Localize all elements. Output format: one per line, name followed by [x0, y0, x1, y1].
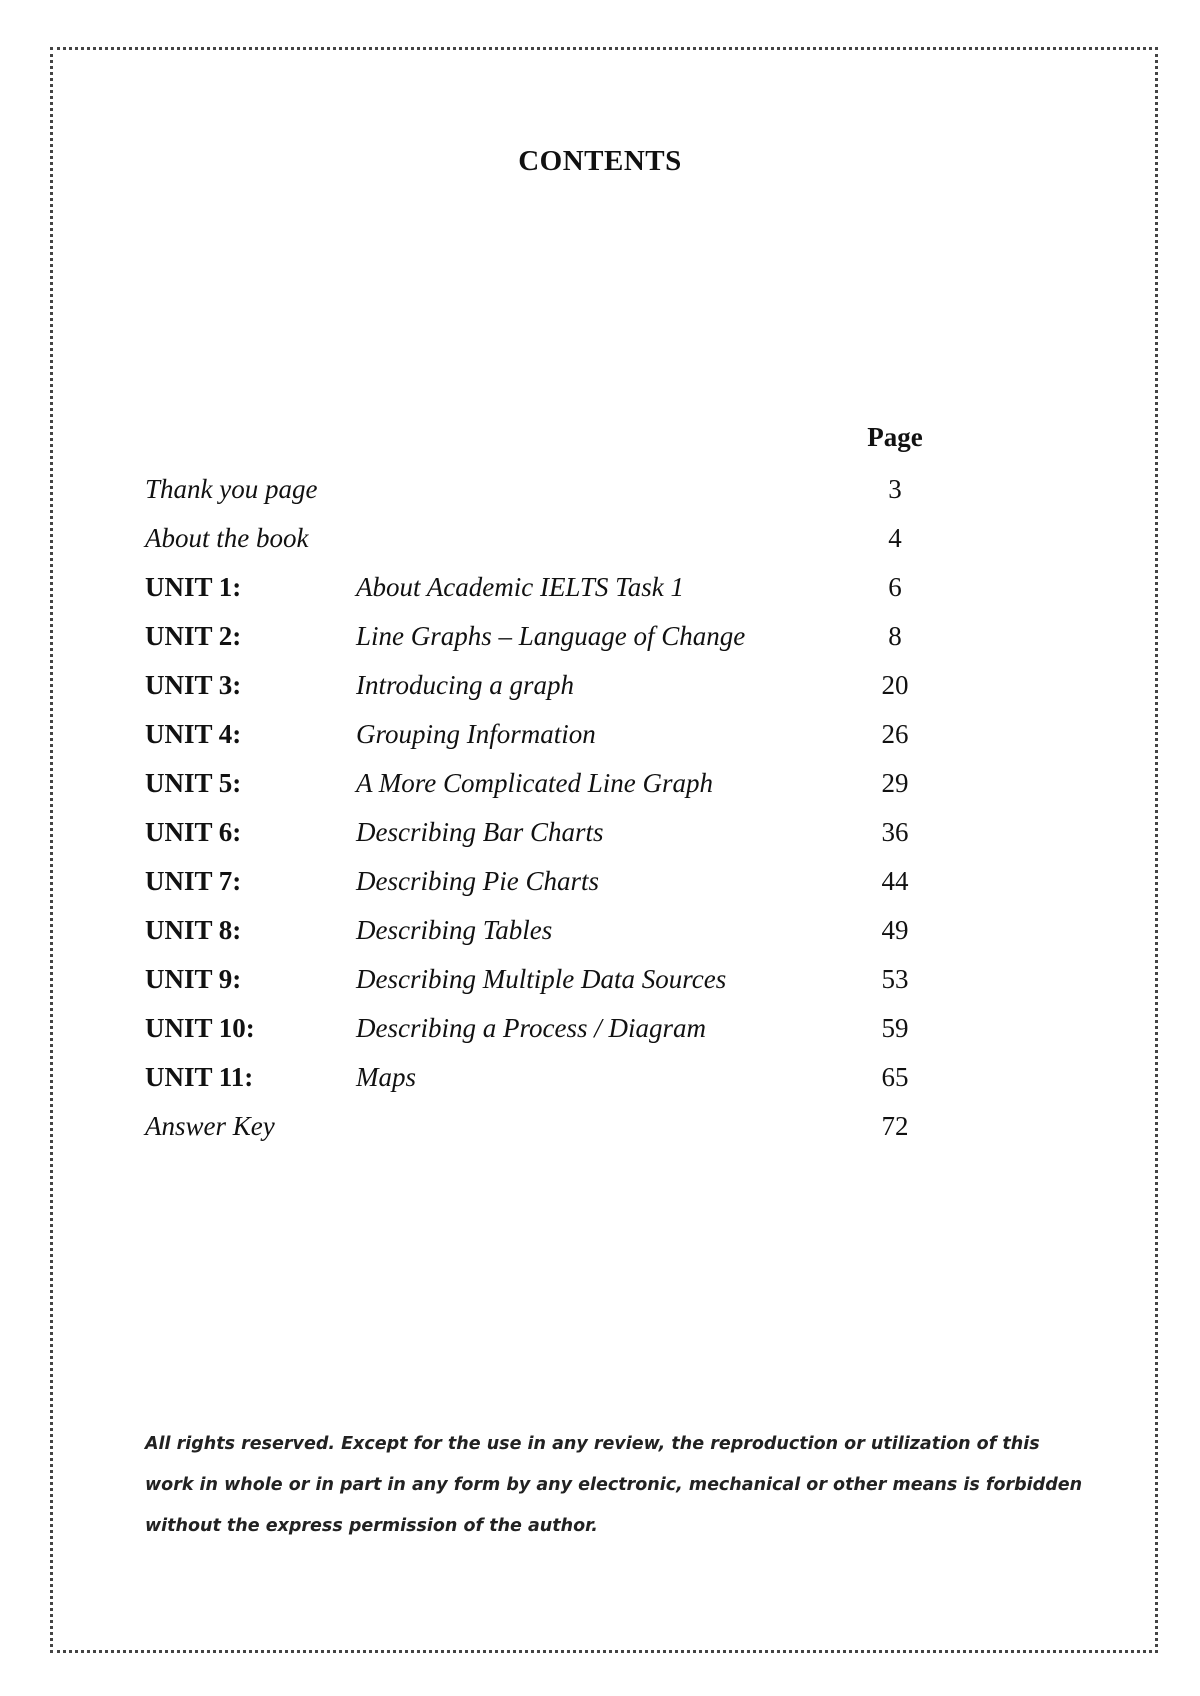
toc-row-unit-8[interactable]	[145, 906, 945, 955]
toc-page-number: 49	[881, 915, 909, 945]
toc-row-unit-7[interactable]	[145, 857, 945, 906]
toc-row-unit-2[interactable]	[145, 612, 945, 661]
toc-title: Describing a Process / Diagram	[356, 1013, 706, 1043]
toc-page-number: 3	[888, 474, 902, 504]
page-column-heading: Page	[867, 422, 923, 452]
toc-page-number: 20	[881, 670, 909, 700]
toc-title: Grouping Information	[356, 719, 596, 749]
toc-title: Maps	[356, 1062, 416, 1092]
toc-row-unit-5[interactable]	[145, 759, 945, 808]
toc-page-number: 8	[888, 621, 902, 651]
toc-unit-label: UNIT 7:	[145, 866, 242, 896]
toc-page-number: 65	[881, 1062, 909, 1092]
toc-page-number: 4	[888, 523, 902, 553]
toc-unit-label: UNIT 6:	[145, 817, 242, 847]
toc-page-number: 26	[881, 719, 909, 749]
toc-page-number: 6	[888, 572, 902, 602]
toc-unit-label: UNIT 10:	[145, 1013, 255, 1043]
toc-label: About the book	[145, 523, 309, 553]
toc-unit-label: UNIT 11:	[145, 1062, 254, 1092]
toc-unit-label: UNIT 9:	[145, 964, 242, 994]
toc-row-answer-key[interactable]	[145, 1102, 945, 1151]
toc-page-number: 53	[881, 964, 909, 994]
toc-title: Describing Multiple Data Sources	[356, 964, 727, 994]
toc-row-unit-6[interactable]	[145, 808, 945, 857]
toc-unit-label: UNIT 1:	[145, 572, 242, 602]
toc-title: About Academic IELTS Task 1	[356, 572, 684, 602]
toc-label: Thank you page	[145, 474, 318, 504]
toc-page-number: 59	[881, 1013, 909, 1043]
toc-page-number: 72	[881, 1111, 909, 1141]
toc-unit-label: UNIT 2:	[145, 621, 242, 651]
toc-row-unit-3[interactable]	[145, 661, 945, 710]
toc-row-unit-10[interactable]	[145, 1004, 945, 1053]
toc-unit-label: UNIT 8:	[145, 915, 242, 945]
table-of-contents	[145, 465, 945, 1151]
toc-title: A More Complicated Line Graph	[356, 768, 713, 798]
toc-unit-label: UNIT 5:	[145, 768, 242, 798]
toc-title: Introducing a graph	[356, 670, 574, 700]
toc-unit-label: UNIT 3:	[145, 670, 242, 700]
toc-page-number: 36	[881, 817, 909, 847]
toc-title: Describing Bar Charts	[356, 817, 604, 847]
toc-row-about-book[interactable]	[145, 514, 945, 563]
toc-row-unit-1[interactable]	[145, 563, 945, 612]
toc-page-number: 29	[881, 768, 909, 798]
rights-notice: All rights reserved. Except for the use in any review, the reproduction or utilization of this work in whole or in part in any form by any electronic, mechanical or other means is forbidden without the express permission of the author.	[145, 1434, 1083, 1536]
toc-row-unit-9[interactable]	[145, 955, 945, 1004]
toc-page-number: 44	[881, 866, 909, 896]
toc-unit-label: UNIT 4:	[145, 719, 242, 749]
toc-row-unit-4[interactable]	[145, 710, 945, 759]
page-title: CONTENTS	[518, 145, 682, 177]
toc-title: Describing Tables	[356, 915, 553, 945]
toc-row-unit-11[interactable]	[145, 1053, 945, 1102]
toc-row-thank-you[interactable]	[145, 465, 945, 514]
toc-title: Describing Pie Charts	[356, 866, 599, 896]
toc-label: Answer Key	[145, 1111, 275, 1141]
toc-title: Line Graphs – Language of Change	[356, 621, 746, 651]
